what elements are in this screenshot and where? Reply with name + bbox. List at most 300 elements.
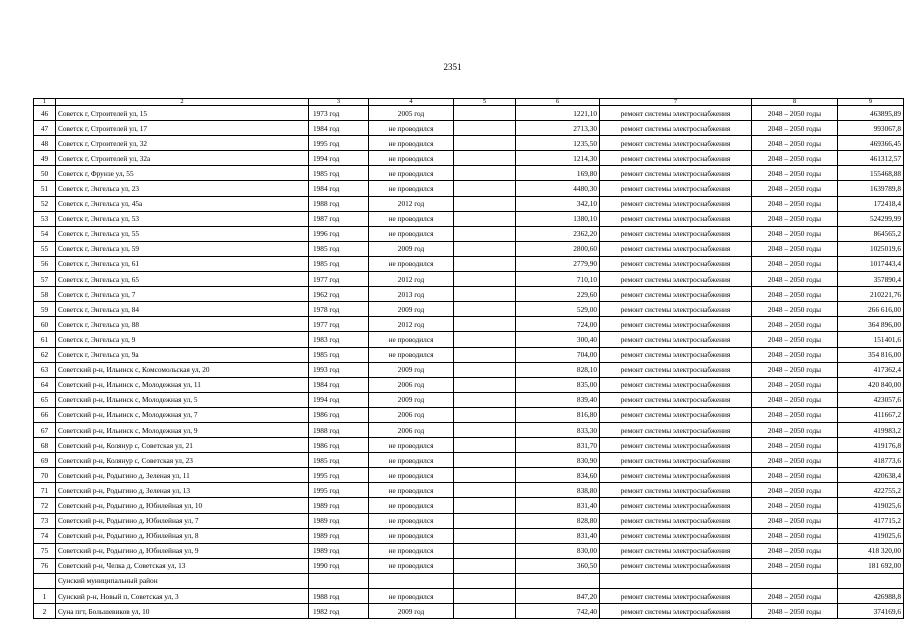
area-cell: 742,40	[516, 604, 600, 619]
area-cell: 169,80	[516, 166, 600, 181]
work-type-cell: ремонт системы электроснабжения	[600, 332, 752, 347]
last-repair-cell: не проводился	[369, 483, 454, 498]
build-year-cell: 1995 год	[309, 468, 369, 483]
work-type-cell: ремонт системы электроснабжения	[600, 543, 752, 558]
column-number-2: 2	[56, 99, 309, 106]
last-repair-cell: не проводился	[369, 589, 454, 604]
cost-cell: 461312,57	[838, 151, 904, 166]
empty-cell	[454, 181, 516, 196]
area-cell: 1380,10	[516, 211, 600, 226]
work-type-cell: ремонт системы электроснабжения	[600, 347, 752, 362]
last-repair-cell: не проводился	[369, 347, 454, 362]
address-cell: Советск г, Фрунзе ул, 55	[56, 166, 309, 181]
empty-cell	[454, 513, 516, 528]
period-cell: 2048 – 2050 годы	[752, 302, 838, 317]
row-number: 60	[34, 317, 56, 332]
column-number-4: 4	[369, 99, 454, 106]
cost-cell: 364 896,00	[838, 317, 904, 332]
period-cell: 2048 – 2050 годы	[752, 528, 838, 543]
area-cell: 847,20	[516, 589, 600, 604]
cost-cell: 1017443,4	[838, 256, 904, 271]
work-type-cell: ремонт системы электроснабжения	[600, 604, 752, 619]
area-cell: 529,00	[516, 302, 600, 317]
work-type-cell: ремонт системы электроснабжения	[600, 528, 752, 543]
area-cell: 229,60	[516, 287, 600, 302]
row-number: 57	[34, 272, 56, 287]
build-year-cell: 1995 год	[309, 483, 369, 498]
work-type-cell: ремонт системы электроснабжения	[600, 483, 752, 498]
row-number: 70	[34, 468, 56, 483]
last-repair-cell: 2006 год	[369, 377, 454, 392]
cost-cell: 419983,2	[838, 422, 904, 437]
table-row	[34, 106, 904, 121]
cost-cell: 419176,8	[838, 438, 904, 453]
last-repair-cell: не проводился	[369, 256, 454, 271]
area-cell: 1214,30	[516, 151, 600, 166]
cost-cell: 420638,4	[838, 468, 904, 483]
address-cell: Советский р-н, Ильинск с, Молодежная ул, 7	[56, 407, 309, 422]
table-row	[34, 392, 904, 407]
column-number-3: 3	[309, 99, 369, 106]
table-row	[34, 166, 904, 181]
row-number: 47	[34, 121, 56, 136]
work-type-cell: ремонт системы электроснабжения	[600, 181, 752, 196]
build-year-cell: 1985 год	[309, 241, 369, 256]
cost-cell: 993067,8	[838, 121, 904, 136]
cost-cell: 354 816,00	[838, 347, 904, 362]
last-repair-cell: не проводился	[369, 558, 454, 573]
column-number-7: 7	[600, 99, 752, 106]
build-year-cell: 1973 год	[309, 106, 369, 121]
column-number-6: 6	[516, 99, 600, 106]
build-year-cell: 1984 год	[309, 377, 369, 392]
area-cell: 1221,10	[516, 106, 600, 121]
empty-cell	[454, 407, 516, 422]
cost-cell: 357890,4	[838, 272, 904, 287]
work-type-cell: ремонт системы электроснабжения	[600, 302, 752, 317]
cost-cell: 418773,6	[838, 453, 904, 468]
empty-cell	[454, 302, 516, 317]
empty-cell	[454, 151, 516, 166]
period-cell: 2048 – 2050 годы	[752, 226, 838, 241]
empty-cell	[454, 241, 516, 256]
table-row	[34, 287, 904, 302]
period-cell: 2048 – 2050 годы	[752, 362, 838, 377]
empty-cell	[454, 226, 516, 241]
work-type-cell: ремонт системы электроснабжения	[600, 121, 752, 136]
last-repair-cell: 2009 год	[369, 241, 454, 256]
cost-cell: 417715,2	[838, 513, 904, 528]
address-cell: Советск г, Строителей ул, 32а	[56, 151, 309, 166]
empty-cell	[454, 317, 516, 332]
address-cell: Советск г, Энгельса ул, 84	[56, 302, 309, 317]
build-year-cell: 1985 год	[309, 347, 369, 362]
table-row	[34, 483, 904, 498]
table-row	[34, 528, 904, 543]
empty-cell	[454, 121, 516, 136]
work-type-cell: ремонт системы электроснабжения	[600, 453, 752, 468]
period-cell: 2048 – 2050 годы	[752, 468, 838, 483]
work-type-cell: ремонт системы электроснабжения	[600, 256, 752, 271]
row-number: 2	[34, 604, 56, 619]
column-number-1: 1	[34, 99, 56, 106]
cost-cell: 374169,6	[838, 604, 904, 619]
area-cell: 2779,90	[516, 256, 600, 271]
cost-cell: 864565,2	[838, 226, 904, 241]
table-row	[34, 272, 904, 287]
period-cell: 2048 – 2050 годы	[752, 558, 838, 573]
address-cell: Советск г, Энгельса ул, 23	[56, 181, 309, 196]
area-cell: 724,00	[516, 317, 600, 332]
last-repair-cell: не проводился	[369, 121, 454, 136]
empty-cell	[454, 211, 516, 226]
work-type-cell: ремонт системы электроснабжения	[600, 422, 752, 437]
table-row	[34, 347, 904, 362]
address-cell: Советск г, Энгельса ул, 61	[56, 256, 309, 271]
period-cell	[752, 573, 838, 588]
cost-cell: 422755,2	[838, 483, 904, 498]
table-row	[34, 573, 904, 588]
address-cell: Советск г, Энгельса ул, 65	[56, 272, 309, 287]
address-cell: Советский р-н, Ильинск с, Комсомольская ул, 20	[56, 362, 309, 377]
area-cell: 704,00	[516, 347, 600, 362]
period-cell: 2048 – 2050 годы	[752, 589, 838, 604]
work-type-cell: ремонт системы электроснабжения	[600, 151, 752, 166]
build-year-cell: 1984 год	[309, 121, 369, 136]
area-cell: 342,10	[516, 196, 600, 211]
address-cell: Советск г, Энгельса ул, 59	[56, 241, 309, 256]
last-repair-cell: не проводился	[369, 211, 454, 226]
cost-cell: 181 692,00	[838, 558, 904, 573]
build-year-cell: 1989 год	[309, 513, 369, 528]
row-number: 62	[34, 347, 56, 362]
build-year-cell: 1996 год	[309, 226, 369, 241]
table-row	[34, 422, 904, 437]
period-cell: 2048 – 2050 годы	[752, 453, 838, 468]
row-number: 69	[34, 453, 56, 468]
work-type-cell: ремонт системы электроснабжения	[600, 498, 752, 513]
area-cell: 833,30	[516, 422, 600, 437]
area-cell: 4480,30	[516, 181, 600, 196]
period-cell: 2048 – 2050 годы	[752, 166, 838, 181]
empty-cell	[454, 573, 516, 588]
row-number: 48	[34, 136, 56, 151]
row-number: 76	[34, 558, 56, 573]
row-number: 61	[34, 332, 56, 347]
empty-cell	[454, 287, 516, 302]
build-year-cell: 1962 год	[309, 287, 369, 302]
address-cell: Советск г, Энгельса ул, 45а	[56, 196, 309, 211]
area-cell: 834,60	[516, 468, 600, 483]
work-type-cell: ремонт системы электроснабжения	[600, 241, 752, 256]
area-cell: 360,50	[516, 558, 600, 573]
address-cell: Советский р-н, Колянур с, Советская ул, 21	[56, 438, 309, 453]
address-cell: Советский р-н, Родыгино д, Юбилейная ул, 7	[56, 513, 309, 528]
last-repair-cell: не проводился	[369, 528, 454, 543]
cost-cell: 151401,6	[838, 332, 904, 347]
cost-cell: 417362,4	[838, 362, 904, 377]
row-number: 74	[34, 528, 56, 543]
table-row	[34, 589, 904, 604]
area-cell: 1235,50	[516, 136, 600, 151]
last-repair-cell: не проводился	[369, 468, 454, 483]
cost-cell: 155468,88	[838, 166, 904, 181]
empty-cell	[454, 392, 516, 407]
cost-cell	[838, 573, 904, 588]
area-cell	[516, 573, 600, 588]
build-year-cell: 1985 год	[309, 166, 369, 181]
row-number: 65	[34, 392, 56, 407]
row-number: 55	[34, 241, 56, 256]
area-cell: 831,40	[516, 498, 600, 513]
period-cell: 2048 – 2050 годы	[752, 498, 838, 513]
last-repair-cell: не проводился	[369, 498, 454, 513]
cost-cell: 420 840,00	[838, 377, 904, 392]
work-type-cell: ремонт системы электроснабжения	[600, 272, 752, 287]
table-row	[34, 543, 904, 558]
table-row	[34, 558, 904, 573]
empty-cell	[454, 377, 516, 392]
address-cell: Советск г, Энгельса ул, 9	[56, 332, 309, 347]
table-row	[34, 407, 904, 422]
cost-cell: 418 320,00	[838, 543, 904, 558]
table-row	[34, 256, 904, 271]
row-number: 49	[34, 151, 56, 166]
build-year-cell: 1994 год	[309, 151, 369, 166]
build-year-cell: 1986 год	[309, 407, 369, 422]
last-repair-cell: 2005 год	[369, 106, 454, 121]
build-year-cell: 1989 год	[309, 498, 369, 513]
table-row	[34, 438, 904, 453]
empty-cell	[454, 498, 516, 513]
area-cell: 2713,30	[516, 121, 600, 136]
build-year-cell: 1983 год	[309, 332, 369, 347]
period-cell: 2048 – 2050 годы	[752, 106, 838, 121]
address-cell: Советск г, Энгельса ул, 7	[56, 287, 309, 302]
build-year-cell: 1984 год	[309, 181, 369, 196]
empty-cell	[454, 558, 516, 573]
build-year-cell: 1977 год	[309, 272, 369, 287]
address-cell: Советский р-н, Ильинск с, Молодежная ул, 5	[56, 392, 309, 407]
empty-cell	[454, 589, 516, 604]
work-type-cell: ремонт системы электроснабжения	[600, 377, 752, 392]
area-cell: 816,80	[516, 407, 600, 422]
work-type-cell: ремонт системы электроснабжения	[600, 438, 752, 453]
period-cell: 2048 – 2050 годы	[752, 604, 838, 619]
period-cell: 2048 – 2050 годы	[752, 287, 838, 302]
build-year-cell: 1989 год	[309, 528, 369, 543]
last-repair-cell: не проводился	[369, 332, 454, 347]
build-year-cell: 1988 год	[309, 422, 369, 437]
period-cell: 2048 – 2050 годы	[752, 256, 838, 271]
address-cell: Советский р-н, Ильинск с, Молодежная ул, 9	[56, 422, 309, 437]
period-cell: 2048 – 2050 годы	[752, 272, 838, 287]
last-repair-cell: 2013 год	[369, 287, 454, 302]
empty-cell	[454, 438, 516, 453]
address-cell: Советск г, Строителей ул, 17	[56, 121, 309, 136]
row-number: 64	[34, 377, 56, 392]
table-body	[34, 99, 904, 619]
last-repair-cell: 2006 год	[369, 407, 454, 422]
empty-cell	[454, 136, 516, 151]
build-year-cell: 1985 год	[309, 453, 369, 468]
period-cell: 2048 – 2050 годы	[752, 196, 838, 211]
table-row	[34, 362, 904, 377]
build-year-cell: 1977 год	[309, 317, 369, 332]
work-type-cell: ремонт системы электроснабжения	[600, 558, 752, 573]
table-row	[34, 211, 904, 226]
address-cell: Советский р-н, Родыгино д, Зеленая ул, 11	[56, 468, 309, 483]
period-cell: 2048 – 2050 годы	[752, 347, 838, 362]
cost-cell: 266 616,00	[838, 302, 904, 317]
period-cell: 2048 – 2050 годы	[752, 317, 838, 332]
row-number: 66	[34, 407, 56, 422]
row-number: 68	[34, 438, 56, 453]
cost-cell: 524299,99	[838, 211, 904, 226]
table-row	[34, 604, 904, 619]
last-repair-cell: не проводился	[369, 513, 454, 528]
last-repair-cell: не проводился	[369, 151, 454, 166]
table-row	[34, 468, 904, 483]
build-year-cell	[309, 573, 369, 588]
empty-cell	[454, 543, 516, 558]
area-cell: 831,70	[516, 438, 600, 453]
build-year-cell: 1990 год	[309, 558, 369, 573]
empty-cell	[454, 362, 516, 377]
row-number: 1	[34, 589, 56, 604]
last-repair-cell: не проводился	[369, 136, 454, 151]
empty-cell	[454, 604, 516, 619]
last-repair-cell: 2009 год	[369, 604, 454, 619]
table-row	[34, 317, 904, 332]
address-cell: Сунский муниципальный район	[56, 573, 309, 588]
last-repair-cell: не проводился	[369, 543, 454, 558]
empty-cell	[454, 483, 516, 498]
row-number: 46	[34, 106, 56, 121]
row-number: 54	[34, 226, 56, 241]
work-type-cell: ремонт системы электроснабжения	[600, 589, 752, 604]
address-cell: Советский р-н, Родыгино д, Юбилейная ул, 8	[56, 528, 309, 543]
table-row	[34, 332, 904, 347]
work-type-cell: ремонт системы электроснабжения	[600, 196, 752, 211]
address-cell: Суна пгт, Большевиков ул, 10	[56, 604, 309, 619]
build-year-cell: 1988 год	[309, 196, 369, 211]
cost-cell: 411667,2	[838, 407, 904, 422]
area-cell: 828,10	[516, 362, 600, 377]
work-type-cell: ремонт системы электроснабжения	[600, 106, 752, 121]
table-row	[34, 151, 904, 166]
last-repair-cell: 2012 год	[369, 196, 454, 211]
period-cell: 2048 – 2050 годы	[752, 241, 838, 256]
period-cell: 2048 – 2050 годы	[752, 136, 838, 151]
empty-cell	[454, 422, 516, 437]
column-number-5: 5	[454, 99, 516, 106]
area-cell: 835,00	[516, 377, 600, 392]
period-cell: 2048 – 2050 годы	[752, 513, 838, 528]
address-cell: Советский р-н, Колянур с, Советская ул, 23	[56, 453, 309, 468]
address-cell: Советский р-н, Родыгино д, Зеленая ул, 13	[56, 483, 309, 498]
work-type-cell: ремонт системы электроснабжения	[600, 226, 752, 241]
column-number-9: 9	[838, 99, 904, 106]
area-cell: 300,40	[516, 332, 600, 347]
table-row	[34, 453, 904, 468]
table-row	[34, 226, 904, 241]
empty-cell	[454, 166, 516, 181]
build-year-cell: 1995 год	[309, 136, 369, 151]
table-row	[34, 498, 904, 513]
work-type-cell	[600, 573, 752, 588]
table-row	[34, 513, 904, 528]
empty-cell	[454, 347, 516, 362]
build-year-cell: 1978 год	[309, 302, 369, 317]
empty-cell	[454, 272, 516, 287]
work-type-cell: ремонт системы электроснабжения	[600, 317, 752, 332]
area-cell: 839,40	[516, 392, 600, 407]
last-repair-cell: 2012 год	[369, 272, 454, 287]
work-type-cell: ремонт системы электроснабжения	[600, 513, 752, 528]
cost-cell: 463895,89	[838, 106, 904, 121]
table-row	[34, 302, 904, 317]
period-cell: 2048 – 2050 годы	[752, 422, 838, 437]
work-type-cell: ремонт системы электроснабжения	[600, 392, 752, 407]
row-number	[34, 573, 56, 588]
period-cell: 2048 – 2050 годы	[752, 151, 838, 166]
work-type-cell: ремонт системы электроснабжения	[600, 166, 752, 181]
address-cell: Советский р-н, Родыгино д, Юбилейная ул, 9	[56, 543, 309, 558]
area-cell: 830,90	[516, 453, 600, 468]
table-row	[34, 121, 904, 136]
last-repair-cell: 2009 год	[369, 392, 454, 407]
area-cell: 828,80	[516, 513, 600, 528]
row-number: 50	[34, 166, 56, 181]
last-repair-cell: 2009 год	[369, 302, 454, 317]
area-cell: 831,40	[516, 528, 600, 543]
area-cell: 830,00	[516, 543, 600, 558]
row-number: 51	[34, 181, 56, 196]
table-row	[34, 136, 904, 151]
empty-cell	[454, 332, 516, 347]
cost-cell: 1639789,8	[838, 181, 904, 196]
empty-cell	[454, 468, 516, 483]
area-cell: 710,10	[516, 272, 600, 287]
build-year-cell: 1988 год	[309, 589, 369, 604]
work-type-cell: ремонт системы электроснабжения	[600, 407, 752, 422]
last-repair-cell: не проводился	[369, 226, 454, 241]
last-repair-cell	[369, 573, 454, 588]
area-cell: 2800,60	[516, 241, 600, 256]
empty-cell	[454, 256, 516, 271]
period-cell: 2048 – 2050 годы	[752, 121, 838, 136]
page-number: 2351	[443, 62, 462, 72]
repair-schedule-table	[33, 98, 904, 619]
address-cell: Советский р-н, Родыгино д, Юбилейная ул, 10	[56, 498, 309, 513]
table-row	[34, 181, 904, 196]
build-year-cell: 1989 год	[309, 543, 369, 558]
row-number: 72	[34, 498, 56, 513]
period-cell: 2048 – 2050 годы	[752, 483, 838, 498]
cost-cell: 172418,4	[838, 196, 904, 211]
cost-cell: 469366,45	[838, 136, 904, 151]
cost-cell: 423057,6	[838, 392, 904, 407]
period-cell: 2048 – 2050 годы	[752, 543, 838, 558]
table-row	[34, 377, 904, 392]
empty-cell	[454, 106, 516, 121]
empty-cell	[454, 196, 516, 211]
row-number: 73	[34, 513, 56, 528]
row-number: 75	[34, 543, 56, 558]
work-type-cell: ремонт системы электроснабжения	[600, 287, 752, 302]
row-number: 58	[34, 287, 56, 302]
